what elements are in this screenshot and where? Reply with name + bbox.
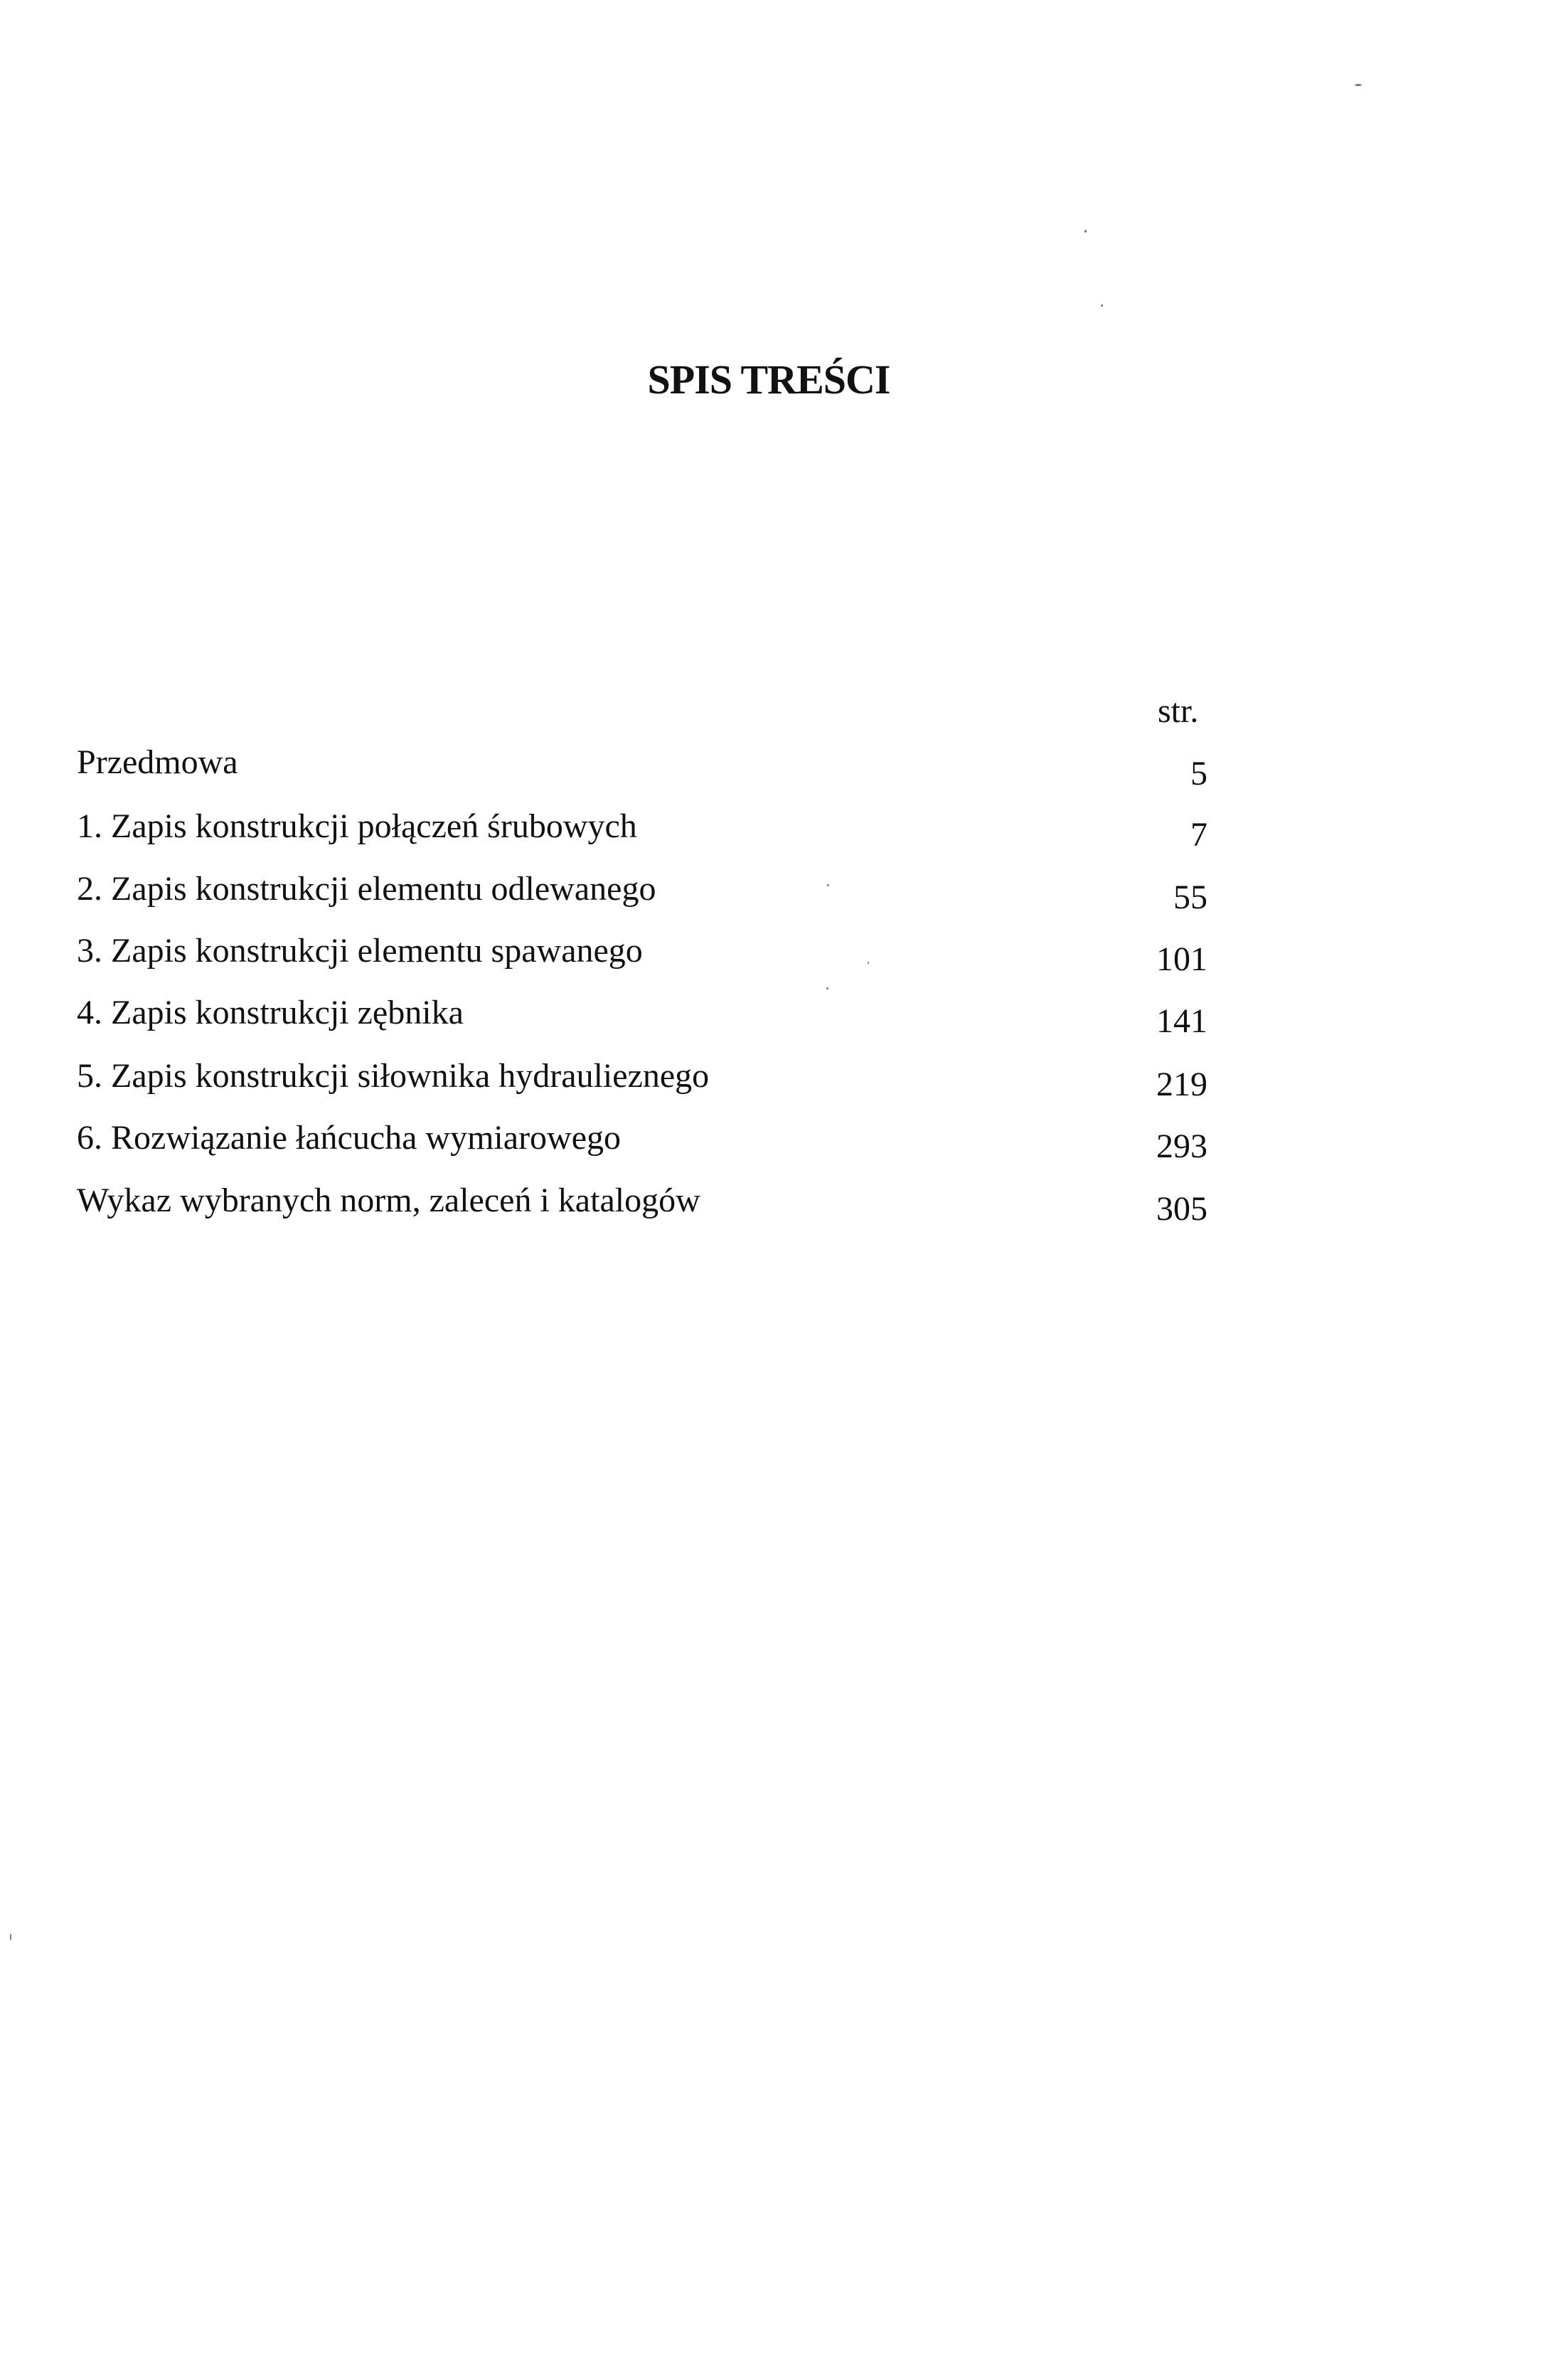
scan-speck (1084, 230, 1087, 233)
toc-entry-preface (0, 743, 1568, 792)
toc-entry-chapter-4 (0, 996, 1568, 1039)
toc-entry-title: 1. Zapis konstrukcji połączeń śrubowych (77, 807, 637, 845)
toc-entry-page: 5 (1190, 755, 1207, 792)
toc-entry-title: Przedmowa (77, 743, 238, 781)
scan-speck (827, 884, 829, 886)
toc-entry-chapter-5 (0, 1059, 1568, 1102)
toc-entry-page: 219 (1156, 1066, 1207, 1103)
toc-entry-page: 101 (1156, 940, 1207, 978)
scan-speck (1355, 84, 1362, 86)
scan-speck (1101, 304, 1103, 307)
page-title: SPIS TREŚCI (647, 356, 890, 403)
toc-entry-page: 7 (1190, 816, 1207, 854)
toc-entry-page: 55 (1173, 878, 1207, 916)
toc-entry-title: 6. Rozwiązanie łańcucha wymiarowego (77, 1119, 622, 1157)
toc-entry-appendix (0, 1184, 1568, 1226)
toc-entry-chapter-2 (0, 872, 1568, 915)
scan-speck (868, 962, 869, 964)
toc-entry-title: 5. Zapis konstrukcji siłownika hydraulieznego (77, 1057, 710, 1095)
toc-entry-title: Wykaz wybranych norm, zaleceń i katalogów (77, 1182, 700, 1219)
toc-entry-chapter-3 (0, 934, 1568, 977)
toc-entry-title: 3. Zapis konstrukcji elementu spawanego (77, 932, 643, 970)
scan-speck (826, 987, 828, 989)
page-column-header: str. (1158, 692, 1199, 730)
toc-entry-page: 293 (1156, 1127, 1207, 1165)
toc-entry-page: 305 (1156, 1190, 1207, 1228)
toc-entry-chapter-6 (0, 1121, 1568, 1164)
toc-entry-title: 4. Zapis konstrukcji zębnika (77, 994, 464, 1031)
toc-entry-title: 2. Zapis konstrukcji elementu odlewanego (77, 870, 656, 908)
toc-entry-chapter-1 (0, 809, 1568, 852)
toc-entry-page: 141 (1156, 1002, 1207, 1040)
scan-speck (10, 1933, 11, 1941)
